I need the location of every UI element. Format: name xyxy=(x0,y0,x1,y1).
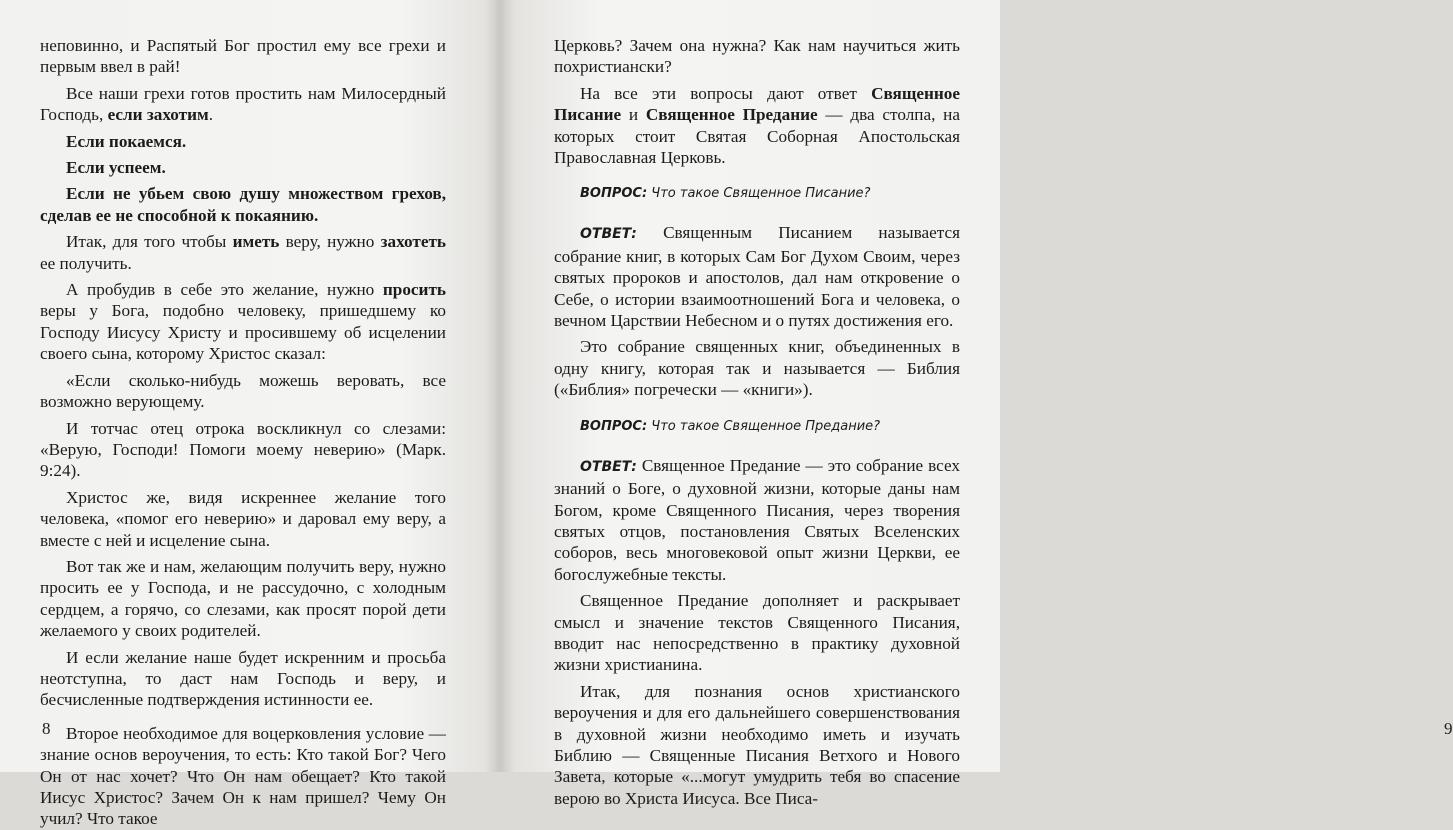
paragraph: Христос же, видя искреннее желание того человека, «помог его неверию» и даровал ему веру, а вместе с ней и исцеление сына. xyxy=(40,487,446,550)
question-heading: ВОПРОС: Что такое Священное Предание? xyxy=(580,418,881,434)
paragraph: А пробудив в себе это желание, нужно просить веры у Бога, подобно человеку, пришедшему ко Господу Иисусу Христу и просившему об исцелении своего сына, которому Христос сказал: xyxy=(40,280,446,364)
page-number: 9 xyxy=(1444,719,1453,738)
paragraph: И тотчас отец отрока воскликнул со слезами: «Верую, Господи! Помоги моему неверию» (Марк. 9:24). xyxy=(40,418,446,481)
paragraph: неповинно, и Распятый Бог простил ему все грехи и первым ввел в рай! xyxy=(40,36,446,77)
paragraph: Если не убьем свою душу множеством грехов, сделав ее не способной к покаянию. xyxy=(40,184,446,225)
paragraph: Итак, для того чтобы иметь веру, нужно захотеть ее получить. xyxy=(40,232,446,273)
paragraph: Если успеем. xyxy=(66,158,166,178)
paragraph: Это собрание священных книг, объединенных в одну книгу, которая так и называется — Библия («Библия» погречески — «книги»). xyxy=(554,337,960,400)
question-heading: ВОПРОС: Что такое Священное Писание? xyxy=(580,186,871,202)
paragraph: На все эти вопросы дают ответ Священное Писание и Священное Предание — два столпа, на которых стоит Святая Соборная Апостольская Православная Церковь. xyxy=(554,83,960,168)
paragraph: Священное Предание дополняет и раскрывает смысл и значение текстов Священного Писания, вводит нас непосредственно в практику духовной жизни христианина. xyxy=(554,591,960,675)
paragraph: Вот так же и нам, желающим получить веру, нужно просить ее у Господа, и не рассудочно, с холодным сердцем, а горячо, со слезами, как просят порой дети желаемого у своих родителей. xyxy=(40,556,446,641)
paragraph: И если желание наше будет искренним и просьба неотступна, то даст нам Господь и веру, и бесчисленные подтверждения истинности ее. xyxy=(40,647,446,710)
page-number: 8 xyxy=(42,719,51,738)
paragraph: Если покаемся. xyxy=(66,131,187,151)
answer-paragraph: ОТВЕТ: Священное Предание — это собрание всех знаний о Боге, о духовной жизни, которые даны нам Богом, кроме Священного Писания, через творения святых отцов, постановления Святых Вселенских соборов, весь многовековой опыт жизни Церкви, ее богослужебные тексты. xyxy=(554,455,960,584)
paragraph: Церковь? Зачем она нужна? Как нам научиться жить похристиански? xyxy=(554,36,960,77)
right-page xyxy=(500,0,1453,808)
paragraph: Итак, для познания основ христианского вероучения и для его дальнейшего совершенствования в духовной жизни необходимо иметь и изучать Библию — Священные Писания Ветхого и Нового Завета, которые «...могут умудрить тебя во спасение верою во Христа Иисуса. Все Писа- xyxy=(554,681,960,808)
paragraph: Второе необходимое для воцерковления условие — знание основ вероучения, то есть: Кто такой Бог? Чего Он от нас хочет? Что Он нам обещает? Кто такой Иисус Христос? Зачем Он к нам пришел? Чему Он учил? Что такое xyxy=(40,723,446,829)
left-page xyxy=(0,0,500,829)
paragraph: «Если сколько-нибудь можешь веровать, все возможно верующему. xyxy=(40,370,446,412)
answer-paragraph: ОТВЕТ: Священным Писанием называется собрание книг, в которых Сам Бог Духом Своим, через святых пророков и апостолов, дал нам откровение о Себе, о истории взаимоотношений Бога и человека, о вечном Царствии Небесном и о путях достижения его. xyxy=(554,223,960,331)
paragraph: Все наши грехи готов простить нам Милосердный Господь, если захотим. xyxy=(40,83,446,125)
